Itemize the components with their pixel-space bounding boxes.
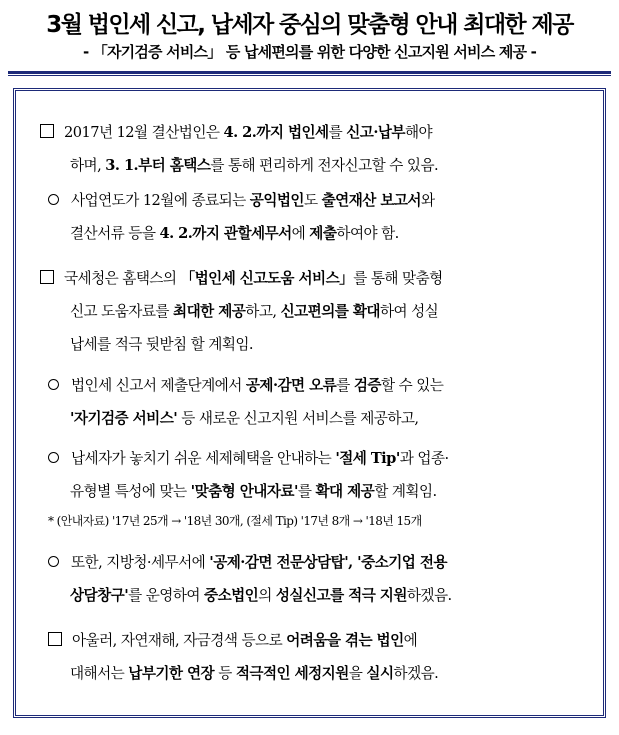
text-line <box>40 546 619 579</box>
bold-text: 최대한 제공 <box>173 303 246 320</box>
bold-text: '공제·감면 전문상담탑', '중소기업 전용 <box>209 554 447 571</box>
text-segment: 할 계획임. <box>374 483 437 500</box>
text-segment: 를 운영하여 <box>128 587 205 604</box>
text-line <box>40 262 619 295</box>
footnote <box>40 511 619 531</box>
text-segment: 에 <box>291 225 310 242</box>
square-bullet-icon <box>40 124 54 138</box>
circle-bullet-icon <box>48 194 59 205</box>
sub-point <box>40 546 619 612</box>
bold-text: 공익법인 <box>249 192 304 209</box>
page-title: 3월 법인세 신고, 납세자 중심의 맞춤형 안내 최대한 제공 <box>46 12 573 38</box>
bold-text: 공제·감면 오류 <box>245 377 337 394</box>
bold-text: 출연재산 보고서 <box>321 192 421 209</box>
text-segment: 하겠음. <box>406 587 452 604</box>
text-line <box>40 217 619 250</box>
square-bullet-icon <box>48 632 62 646</box>
text-line <box>40 116 619 149</box>
text-segment: * (안내자료) '17년 25개 → '18년 30개, (절세 Tip) '17년 8개 → '18년 15개 <box>48 514 422 528</box>
text-segment: 또한, 지방청·세무서에 <box>71 554 210 571</box>
sub-point <box>40 442 619 508</box>
text-line <box>40 402 619 435</box>
text-segment: 와 <box>420 192 435 209</box>
text-segment: 도 <box>303 192 322 209</box>
content-box <box>13 88 606 718</box>
text-segment: 신고 도움자료를 <box>70 303 174 320</box>
text-line <box>40 328 619 361</box>
main-point <box>40 116 619 182</box>
sub-point <box>40 369 619 435</box>
text-segment: 결산서류 등을 <box>70 225 160 242</box>
bold-text: 성실신고를 적극 지원 <box>275 587 407 604</box>
text-segment: 를 통해 편리하게 전자신고할 수 있음. <box>210 157 439 174</box>
main-point <box>40 262 619 361</box>
bold-text: 검증 <box>353 377 381 394</box>
bold-text: 신고편의를 확대 <box>280 303 380 320</box>
text-segment: 의 <box>258 587 276 604</box>
text-segment: 을 <box>348 665 367 682</box>
text-segment: 등 <box>214 665 236 682</box>
circle-bullet-icon <box>48 556 59 567</box>
bold-text: 신고·납부 <box>346 124 405 141</box>
bold-text: 「법인세 신고도움 서비스」 <box>180 270 354 287</box>
text-segment: 등 새로운 신고지원 서비스를 제공하고, <box>177 410 419 427</box>
text-segment: 에 <box>403 632 418 649</box>
text-segment: 국세청은 홈택스의 <box>64 270 181 287</box>
circle-bullet-icon <box>48 379 59 390</box>
text-segment: 사업연도가 12월에 종료되는 <box>71 192 250 209</box>
text-segment: 아울러, 자연재해, 자금경색 등으로 <box>72 632 287 649</box>
text-line <box>40 442 619 475</box>
text-line <box>40 579 619 612</box>
bold-text: 4. 2.까지 관할세무서 <box>159 225 292 242</box>
text-line <box>40 369 619 402</box>
text-line <box>40 149 619 182</box>
bold-text: 납부기한 연장 <box>128 665 215 682</box>
text-line <box>40 475 619 508</box>
text-segment: 하겠음. <box>393 665 439 682</box>
square-bullet-icon <box>40 270 54 284</box>
text-line <box>40 657 619 690</box>
text-line <box>40 184 619 217</box>
bold-text: '절세 Tip' <box>335 450 400 467</box>
text-segment: 해야 <box>404 124 433 141</box>
text-segment: 납세를 적극 뒷받침 할 계획임. <box>70 336 254 353</box>
main-point <box>40 624 619 690</box>
text-segment: 를 <box>297 483 316 500</box>
bold-text: 확대 제공 <box>315 483 375 500</box>
text-segment: 유형별 특성에 맞는 <box>70 483 191 500</box>
text-line <box>40 295 619 328</box>
text-segment: 2017년 12월 결산법인은 <box>64 124 224 141</box>
bold-text: 실시 <box>366 665 394 682</box>
text-line <box>40 624 619 657</box>
text-segment: 를 <box>336 377 354 394</box>
bold-text: '맞춤형 안내자료' <box>190 483 298 500</box>
bold-text: 적극적인 세정지원 <box>235 665 349 682</box>
text-segment: 를 <box>328 124 347 141</box>
page-subtitle: - 「자기검증 서비스」 등 납세편의를 위한 다양한 신고지원 서비스 제공 - <box>82 43 537 61</box>
text-segment: 하여야 함. <box>336 225 399 242</box>
text-segment: 대해서는 <box>70 665 129 682</box>
bold-text: 4. 2.까지 법인세 <box>223 124 329 141</box>
title-divider-thin <box>8 75 611 76</box>
text-segment: 하여 성실 <box>379 303 439 320</box>
text-segment: 할 수 있는 <box>380 377 444 394</box>
bold-text: 중소법인 <box>204 587 259 604</box>
bold-text: 상담창구' <box>70 587 129 604</box>
bold-text: 제출 <box>309 225 337 242</box>
text-line <box>40 511 619 531</box>
text-segment: 를 통해 맞춤형 <box>353 270 443 287</box>
text-segment: 법인세 신고서 제출단계에서 <box>71 377 246 394</box>
text-segment: 납세자가 놓치기 쉬운 세제혜택을 안내하는 <box>71 450 336 467</box>
title-divider-thick <box>8 71 611 74</box>
text-segment: 하고, <box>245 303 281 320</box>
sub-point <box>40 184 619 250</box>
text-segment: 하며, <box>70 157 106 174</box>
circle-bullet-icon <box>48 452 59 463</box>
bold-text: '자기검증 서비스' <box>70 410 178 427</box>
bold-text: 어려움을 겪는 법인 <box>286 632 404 649</box>
text-segment: 과 업종· <box>399 450 449 467</box>
bold-text: 3. 1.부터 홈택스 <box>105 157 211 174</box>
